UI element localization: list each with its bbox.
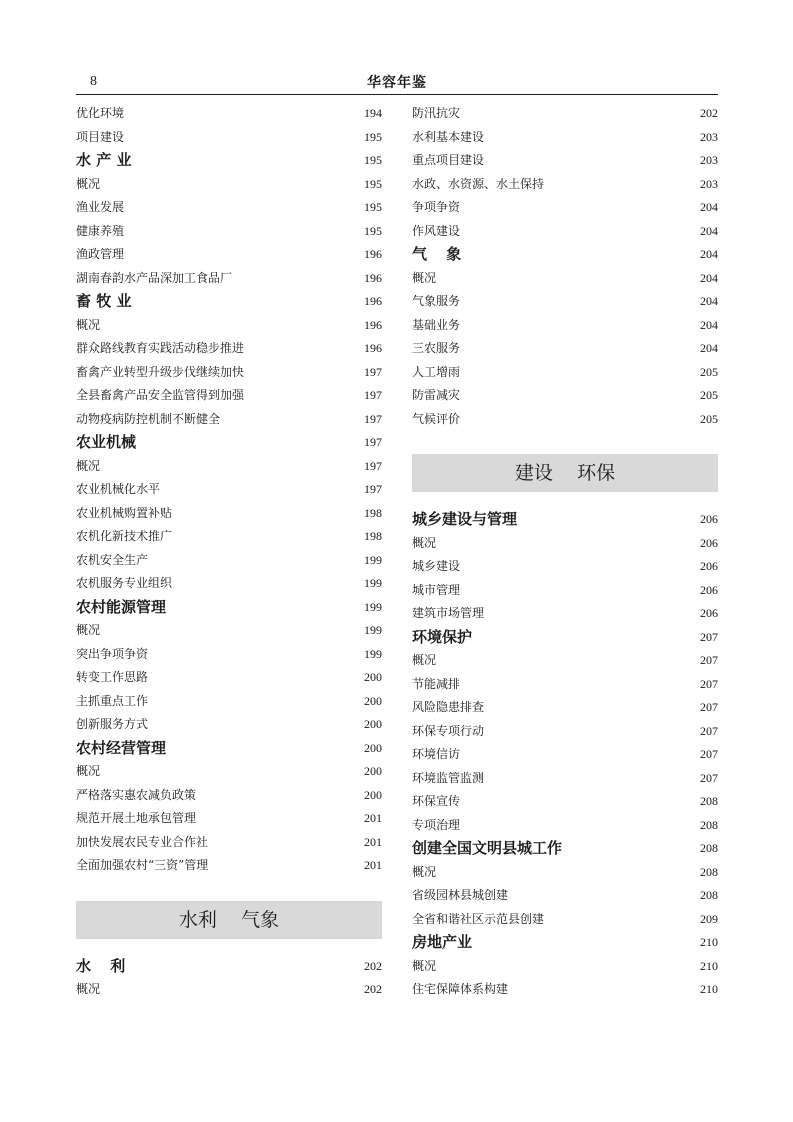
toc-entry[interactable] xyxy=(412,220,718,244)
toc-entry-title: 重点项目建设 xyxy=(412,153,485,167)
toc-heading[interactable] xyxy=(76,290,382,314)
toc-entry-title: 农机服务专业组织 xyxy=(76,576,173,590)
toc-entry[interactable] xyxy=(412,337,718,361)
toc-entry[interactable] xyxy=(76,478,382,502)
toc-page-number: 194 xyxy=(364,106,382,120)
toc-entry[interactable] xyxy=(76,361,382,385)
toc-page-number: 201 xyxy=(364,834,382,849)
toc-entry[interactable] xyxy=(76,619,382,643)
toc-entry[interactable] xyxy=(76,854,382,878)
toc-page-number: 195 xyxy=(364,223,382,238)
toc-entry-title: 概况 xyxy=(76,176,101,191)
toc-page-number: 206 xyxy=(700,512,718,526)
page-header xyxy=(76,70,718,95)
toc-heading[interactable] xyxy=(412,626,718,650)
toc-entry-title: 动物疫病防控机制不断健全 xyxy=(76,411,221,426)
toc-page-number: 203 xyxy=(700,176,718,191)
toc-entry-title: 加快发展农民专业合作社 xyxy=(76,834,209,849)
toc-entry-title: 严格落实惠农减负政策 xyxy=(76,787,197,802)
toc-page-number: 206 xyxy=(700,606,718,620)
toc-entry[interactable] xyxy=(76,643,382,667)
toc-entry-title: 突出争项争资 xyxy=(76,646,149,661)
toc-entry-title: 渔业发展 xyxy=(76,200,125,214)
toc-page-number: 208 xyxy=(700,817,718,832)
toc-page-number: 197 xyxy=(364,388,382,402)
toc-heading[interactable] xyxy=(76,596,382,620)
toc-heading[interactable] xyxy=(412,508,718,532)
toc-entry[interactable] xyxy=(76,690,382,714)
toc-page-number: 199 xyxy=(364,623,382,637)
toc-page-number: 207 xyxy=(700,770,718,785)
toc-page-number: 202 xyxy=(364,982,382,996)
toc-entry-title: 规范开展土地承包管理 xyxy=(76,811,197,825)
toc-page-number: 199 xyxy=(364,552,382,567)
toc-entry-title: 全省和谐社区示范县创建 xyxy=(412,911,545,926)
toc-page-number: 208 xyxy=(700,864,718,879)
toc-heading-title: 环境保护 xyxy=(412,627,473,646)
toc-entry-title: 优化环境 xyxy=(76,106,125,120)
toc-page-number: 196 xyxy=(364,317,382,332)
toc-entry-title: 概况 xyxy=(76,982,101,996)
toc-entry-title: 人工增雨 xyxy=(412,364,461,379)
toc-entry[interactable] xyxy=(76,126,382,150)
toc-entry-title: 概况 xyxy=(412,535,437,550)
toc-entry[interactable] xyxy=(76,102,382,126)
toc-entry-title: 概况 xyxy=(412,653,437,667)
toc-heading[interactable] xyxy=(76,149,382,173)
book-title: 华容年鉴 xyxy=(367,75,427,91)
toc-page-number: 200 xyxy=(364,764,382,778)
toc-entry-title: 城市管理 xyxy=(412,582,461,597)
toc-page-number: 206 xyxy=(700,582,718,597)
toc-entry-title: 全县畜禽产品安全监管得到加强 xyxy=(76,388,245,402)
toc-page-number: 206 xyxy=(700,535,718,550)
toc-page-number: 199 xyxy=(364,576,382,590)
toc-heading-title: 水 利 xyxy=(76,956,133,975)
toc-entry-title: 概况 xyxy=(76,623,101,637)
toc-entry[interactable] xyxy=(76,267,382,291)
toc-entry-title: 畜禽产业转型升级步伐继续加快 xyxy=(76,364,245,379)
toc-page-number: 204 xyxy=(700,317,718,332)
toc-page-number: 197 xyxy=(364,364,382,379)
toc-page-number: 197 xyxy=(364,482,382,496)
toc-entry[interactable] xyxy=(412,579,718,603)
toc-page-number: 204 xyxy=(700,294,718,308)
toc-page-number: 202 xyxy=(700,106,718,120)
toc-heading-title: 气 象 xyxy=(412,245,469,263)
toc-entry-title: 农业机械化水平 xyxy=(76,482,161,496)
toc-page-number: 195 xyxy=(364,200,382,214)
toc-right-column xyxy=(412,102,718,1002)
toc-entry-title: 节能减排 xyxy=(412,676,461,691)
toc-page-number: 197 xyxy=(364,411,382,426)
toc-page-number: 209 xyxy=(700,911,718,926)
toc-entry[interactable] xyxy=(412,649,718,673)
toc-heading-title: 农村能源管理 xyxy=(76,597,167,616)
toc-page-number: 210 xyxy=(700,982,718,996)
section-band-title: 水利 气象 xyxy=(178,908,280,931)
toc-entry[interactable] xyxy=(76,784,382,808)
toc-page-number: 204 xyxy=(700,341,718,355)
toc-entry[interactable] xyxy=(412,790,718,814)
toc-left-column xyxy=(76,102,382,1002)
toc-heading[interactable] xyxy=(412,837,718,861)
toc-heading-title: 房地产业 xyxy=(412,933,473,951)
toc-heading[interactable] xyxy=(76,955,382,979)
toc-heading-title: 水 产 业 xyxy=(76,151,132,169)
toc-page-number: 200 xyxy=(364,717,382,731)
toc-entry[interactable] xyxy=(76,572,382,596)
toc-entry-title: 农机安全生产 xyxy=(76,552,149,567)
toc-entry[interactable] xyxy=(412,955,718,979)
toc-entry[interactable] xyxy=(76,831,382,855)
toc-entry[interactable] xyxy=(76,173,382,197)
toc-entry-title: 主抓重点工作 xyxy=(76,693,149,708)
toc-page-number: 195 xyxy=(364,176,382,191)
toc-entry-title: 概况 xyxy=(412,270,437,285)
toc-entry[interactable] xyxy=(412,814,718,838)
toc-page-number: 207 xyxy=(700,676,718,691)
toc-entry-title: 群众路线教育实践活动稳步推进 xyxy=(76,341,245,355)
toc-page-number: 195 xyxy=(364,153,382,167)
toc-entry-title: 环境信访 xyxy=(412,747,461,761)
toc-page-number: 198 xyxy=(364,505,382,520)
section-band-title: 建设 环保 xyxy=(514,462,616,484)
toc-page-number: 207 xyxy=(700,629,718,644)
toc-entry[interactable] xyxy=(76,243,382,267)
toc-page-number: 203 xyxy=(700,129,718,144)
toc-page-number: 204 xyxy=(700,247,718,261)
toc-entry-title: 建筑市场管理 xyxy=(412,606,485,620)
toc-page-number: 199 xyxy=(364,646,382,661)
toc-page-number: 201 xyxy=(364,858,382,872)
toc-entry-title: 概况 xyxy=(412,864,437,879)
toc-entry-title: 水利基本建设 xyxy=(412,129,485,144)
toc-entry[interactable] xyxy=(76,196,382,220)
toc-heading[interactable] xyxy=(412,931,718,955)
toc-heading-title: 城乡建设与管理 xyxy=(412,510,518,528)
toc-entry[interactable] xyxy=(76,807,382,831)
toc-page-number: 196 xyxy=(364,341,382,355)
toc-entry[interactable] xyxy=(412,602,718,626)
toc-page-number: 199 xyxy=(364,599,382,614)
toc-page-number: 208 xyxy=(700,888,718,902)
toc-heading-title: 创建全国文明县城工作 xyxy=(412,839,563,857)
toc-entry-title: 作风建设 xyxy=(412,223,461,238)
toc-entry-title: 基础业务 xyxy=(412,317,461,332)
toc-heading[interactable] xyxy=(76,431,382,455)
toc-page-number: 203 xyxy=(700,153,718,167)
toc-entry[interactable] xyxy=(412,884,718,908)
toc-entry[interactable] xyxy=(76,408,382,432)
toc-heading-title: 农村经营管理 xyxy=(76,738,167,757)
toc-entry-title: 气候评价 xyxy=(412,411,461,426)
toc-entry[interactable] xyxy=(76,384,382,408)
toc-entry[interactable] xyxy=(412,361,718,385)
toc-entry[interactable] xyxy=(412,720,718,744)
toc-entry-title: 住宅保障体系构建 xyxy=(412,982,509,996)
toc-page-number: 204 xyxy=(700,200,718,214)
toc-entry-title: 概况 xyxy=(412,958,437,973)
toc-entry-title: 农业机械购置补贴 xyxy=(76,505,173,520)
toc-entry[interactable] xyxy=(412,173,718,197)
toc-page-number: 204 xyxy=(700,223,718,238)
toc-entry-title: 防汛抗灾 xyxy=(412,106,461,120)
section-band xyxy=(76,901,382,939)
toc-entry[interactable] xyxy=(412,555,718,579)
toc-page-number: 197 xyxy=(364,435,382,449)
toc-page-number: 208 xyxy=(700,841,718,855)
toc-entry-title: 省级园林县城创建 xyxy=(412,888,509,902)
toc-entry[interactable] xyxy=(76,220,382,244)
toc-page-number: 205 xyxy=(700,411,718,426)
toc-page-number: 200 xyxy=(364,787,382,802)
toc-entry-title: 概况 xyxy=(76,458,101,473)
toc-entry-title: 项目建设 xyxy=(76,129,125,144)
toc-entry[interactable] xyxy=(412,408,718,432)
toc-entry[interactable] xyxy=(76,455,382,479)
toc-page-number: 207 xyxy=(700,700,718,714)
toc-entry[interactable] xyxy=(76,525,382,549)
toc-page-number: 200 xyxy=(364,740,382,755)
toc-page-number: 207 xyxy=(700,747,718,761)
toc-entry-title: 环保宣传 xyxy=(412,794,461,808)
toc-entry[interactable] xyxy=(412,149,718,173)
toc-page-number: 196 xyxy=(364,270,382,285)
toc-entry-title: 创新服务方式 xyxy=(76,717,149,731)
toc-heading-title: 畜 牧 业 xyxy=(76,292,132,310)
toc-page-number: 205 xyxy=(700,388,718,402)
toc-entry[interactable] xyxy=(412,767,718,791)
page-number: 8 xyxy=(90,74,97,89)
toc-entry[interactable] xyxy=(412,102,718,126)
toc-entry-title: 概况 xyxy=(76,317,101,332)
toc-entry-title: 健康养殖 xyxy=(76,223,125,238)
toc-page-number: 200 xyxy=(364,670,382,684)
toc-page-number: 210 xyxy=(700,958,718,973)
toc-entry[interactable] xyxy=(412,978,718,1002)
toc-entry-title: 城乡建设 xyxy=(412,559,461,573)
toc-entry[interactable] xyxy=(412,696,718,720)
toc-entry-title: 专项治理 xyxy=(412,817,461,832)
toc-page-number: 195 xyxy=(364,129,382,144)
toc-entry[interactable] xyxy=(412,196,718,220)
toc-heading-title: 农业机械 xyxy=(76,433,137,451)
toc-entry-title: 争项争资 xyxy=(412,200,461,214)
toc-page-number: 206 xyxy=(700,559,718,573)
toc-entry[interactable] xyxy=(76,713,382,737)
toc-page-number: 210 xyxy=(700,935,718,949)
toc-page-number: 207 xyxy=(700,723,718,738)
toc-entry[interactable] xyxy=(76,314,382,338)
toc-page-number: 196 xyxy=(364,294,382,308)
toc-page-number: 198 xyxy=(364,529,382,543)
toc-page-number: 204 xyxy=(700,270,718,285)
toc-entry-title: 三农服务 xyxy=(412,341,461,355)
toc-page-number: 201 xyxy=(364,811,382,825)
toc-entry[interactable] xyxy=(412,673,718,697)
toc-entry-title: 湖南春韵水产品深加工食品厂 xyxy=(76,270,233,285)
toc-page-number: 197 xyxy=(364,458,382,473)
toc-entry[interactable] xyxy=(412,126,718,150)
toc-heading[interactable] xyxy=(412,243,718,267)
toc-entry[interactable] xyxy=(412,743,718,767)
toc-entry-title: 风险隐患排查 xyxy=(412,700,485,714)
toc-entry[interactable] xyxy=(76,549,382,573)
toc-entry[interactable] xyxy=(76,666,382,690)
toc-entry-title: 农机化新技术推广 xyxy=(76,529,173,543)
toc-entry[interactable] xyxy=(412,267,718,291)
toc-entry[interactable] xyxy=(76,760,382,784)
toc-entry-title: 渔政管理 xyxy=(76,247,125,261)
toc-entry-title: 气象服务 xyxy=(412,294,461,308)
toc-entry[interactable] xyxy=(412,908,718,932)
toc-entry-title: 防雷减灾 xyxy=(412,388,461,402)
toc-entry-title: 环保专项行动 xyxy=(412,723,485,738)
toc-entry[interactable] xyxy=(76,502,382,526)
toc-page-number: 207 xyxy=(700,653,718,667)
toc-entry-title: 转变工作思路 xyxy=(76,670,149,684)
toc-entry[interactable] xyxy=(76,978,382,1002)
toc-heading[interactable] xyxy=(76,737,382,761)
toc-entry-title: 水政、水资源、水土保持 xyxy=(412,176,545,191)
toc-entry-title: 全面加强农村“三资”管理 xyxy=(76,858,209,872)
toc-page-number: 202 xyxy=(364,958,382,973)
toc-entry-title: 环境监管监测 xyxy=(412,770,485,785)
toc-entry[interactable] xyxy=(412,861,718,885)
toc-page-number: 208 xyxy=(700,794,718,808)
toc-entry[interactable] xyxy=(412,532,718,556)
toc-page-number: 200 xyxy=(364,693,382,708)
toc-page-number: 196 xyxy=(364,247,382,261)
toc-page-number: 205 xyxy=(700,364,718,379)
toc-entry-title: 概况 xyxy=(76,764,101,778)
toc-entry[interactable] xyxy=(412,314,718,338)
toc-entry[interactable] xyxy=(412,384,718,408)
section-band xyxy=(412,454,718,492)
toc-entry[interactable] xyxy=(412,290,718,314)
toc-entry[interactable] xyxy=(76,337,382,361)
